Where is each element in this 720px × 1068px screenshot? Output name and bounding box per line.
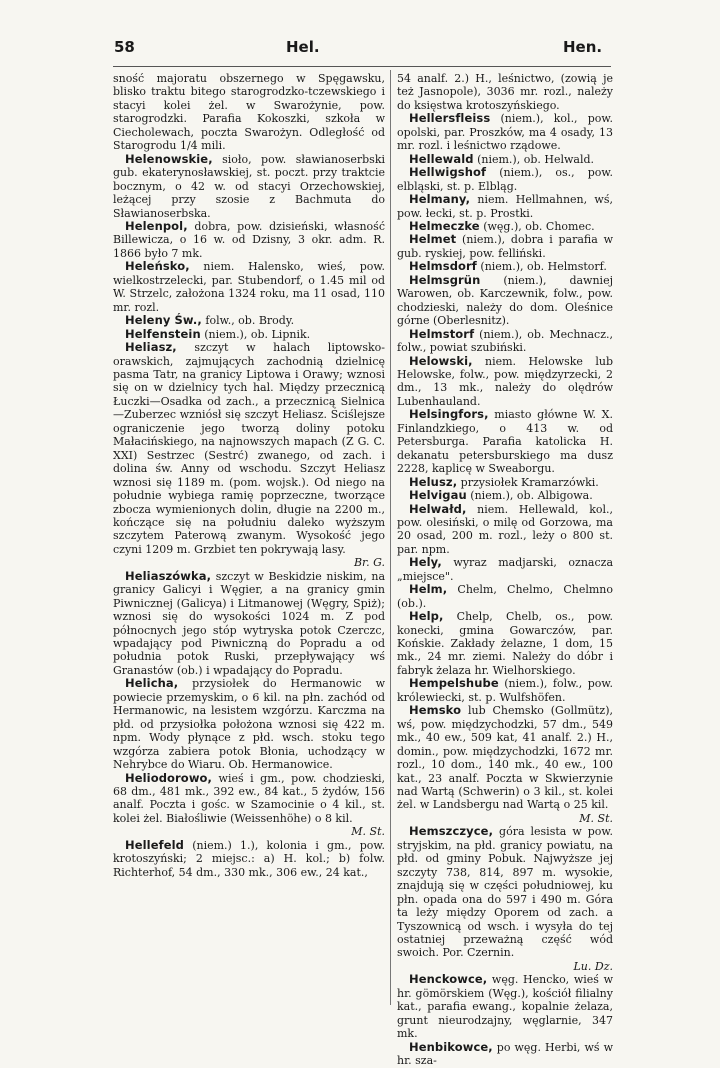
author-signature: Br. G.	[353, 556, 385, 570]
entry-text: (niem.), dawniej Warowen, ob. Karczewnik, folw., pow. chodzieski, należy do dom. Oleśnice górne (Oberlesnitz).	[397, 273, 613, 328]
entry-headword: Helmany,	[409, 192, 471, 207]
dictionary-entry	[397, 610, 613, 677]
entry-text: szczyt w Beskidzie niskim, na granicy Galicyi i Węgier, a na granicy gmin Piwnicznej (Galicya) i Litmanowej (Węgry, Spiż); wznosi się do wysokości 1024 m. Z pod północnych jego stóp wytryska potok Czerczc, wpadający pod Piwniczną do Popradu a od południa potok Ruski, przepływający wś Granastów (ob.) i wpadający do Popradu.	[113, 569, 385, 677]
entry-text: (niem.), os., pow. elbląski, st. p. Elbląg.	[397, 166, 613, 193]
dictionary-entry	[397, 1041, 613, 1068]
entry-headword: Helmstorf	[409, 326, 475, 341]
entry-headword: Hemsko	[409, 703, 462, 718]
author-signature: Lu. Dz.	[573, 959, 613, 973]
entry-text: (niem.) 1.), kolonia i gm., pow. krotoszyński; 2 miejsc.: a) H. kol.; b) folw. Richterhof, 54 dm., 330 mk., 306 ew., 24 kat.,	[113, 838, 385, 879]
dictionary-entry	[397, 476, 613, 489]
entry-text: (niem.), ob. Lipnik.	[200, 327, 311, 341]
entry-text: dobra, pow. dzisieński, własność Billewicza, o 16 w. od Dzisny, 3 okr. adm. R. 1866 było 7 mk.	[113, 219, 385, 260]
dictionary-entry	[397, 260, 613, 273]
dictionary-entry	[397, 973, 613, 1040]
entry-headword: Help,	[409, 609, 444, 624]
dictionary-entry	[113, 839, 385, 879]
entry-text: (niem.), kol., pow. opolski, par. Proszków, ma 4 osady, 13 mr. rozl. i leśnictwo rządowe.	[397, 112, 613, 153]
dictionary-entry	[397, 153, 613, 166]
entry-text: sność majoratu obszernego w Spęgawsku, blisko traktu bitego starogrodzko-tczewskiego i stacyi kolei żel. w Swarożynie, pow. starogrodzki. Parafia Kokoszki, szkoła w Ciecholewach, poczta Swarożyn. Odległość od Starogrodu 1/4 mili.	[113, 72, 385, 153]
entry-headword: Henckowce,	[409, 972, 488, 987]
dictionary-entry	[397, 408, 613, 475]
entry-headword: Hellefeld	[125, 837, 184, 852]
entry-text: wieś i gm., pow. chodzieski, 68 dm., 481 mk., 392 ew., 84 kat., 5 żydów, 156 analf. Poczta i gośc. w Szamocinie o 4 kil., st. kolei żel. Białośliwie (Weissenhöhe) o 8 kil.	[113, 771, 385, 825]
dictionary-entry	[397, 489, 613, 502]
entry-text: (niem.), ob. Albigowa.	[466, 489, 593, 503]
left-column	[113, 72, 385, 1007]
dictionary-entry	[397, 220, 613, 233]
entry-text: Chelm, Chelmo, Chelmno (ob.).	[397, 583, 613, 610]
dictionary-entry	[397, 193, 613, 220]
entry-headword: Heleny Św.,	[125, 313, 202, 328]
author-signature: M. St.	[351, 825, 385, 839]
entry-headword: Hemszczyce,	[409, 824, 494, 839]
dictionary-entry	[113, 570, 385, 678]
entry-headword: Helenpol,	[125, 218, 188, 233]
entry-text: folw., ob. Brody.	[201, 314, 295, 328]
entry-text: sioło, pow. sławianoserbski gub. ekaterynosławskiej, st. poczt. przy traktcie bocznym, o 42 w. od stacyi Orzechowskiej, leżącej przy szosie z Bachmuta do Sławianoserbska.	[113, 152, 385, 220]
entry-text: szczyt w halach liptowsko-orawskich, zajmujących zachodnią dzielnicę pasma Tatr, na granicy Liptowa i Orawy; wznosi się on w dzielnicy tych hal. Między przecznicą Łuczki—Osadka od zach., a przecznicą Sielnica—Zuberzec wzniósł się szczyt Heliasz. Ściślejsze ograniczenie jego tworzą doliny potoku Małacińskiego, na najnowszych mapach (Z G. C. XXI) Sestrzec (Sestrć) zwanego, od zach. i dolina św. Anny od wschodu. Szczyt Heliasz wznosi się 1189 m. (pom. wojsk.). Od niego na południe wybiega ramię poprzeczne, tworzące zbocza wymienionych dolin, długie na 2200 m., kończące się na południu daleko wyższym szczytem Paterową zwanym. Wysokość jego czyni 1209 m. Grzbiet ten pokrywają lasy.	[113, 341, 385, 556]
running-head-right: Hen.	[563, 38, 603, 56]
dictionary-entry	[113, 220, 385, 260]
dictionary-entry	[113, 772, 385, 839]
dictionary-entry	[113, 341, 385, 570]
dictionary-entry	[397, 825, 613, 973]
dictionary-entry	[113, 260, 385, 314]
column-divider	[390, 70, 391, 1005]
entry-headword: Heleńsko,	[125, 259, 190, 274]
dictionary-entry	[113, 72, 385, 153]
entry-headword: Helvigau	[409, 488, 467, 503]
entry-text: po węg. Herbi, wś w hr. sza-	[397, 1040, 613, 1068]
entry-text: niem. Helowske lub Helowske, folw., pow. międzyrzecki, 2 dm., 13 mk., należy do olędrów Lubenhauland.	[397, 354, 613, 408]
header-rule	[113, 66, 611, 67]
dictionary-entry	[113, 314, 385, 327]
entry-text: miasto główne W. X. Finlandzkiego, o 413 w. od Petersburga. Parafia katolicka H. dekanatu petersburskiego ma dusz 2228, kaplicę w Sweaborgu.	[397, 408, 613, 476]
entry-headword: Helmsgrün	[409, 272, 481, 287]
entry-headword: Helfenstein	[125, 326, 201, 341]
entry-headword: Hellersfleiss	[409, 111, 491, 126]
entry-text: góra lesista w pow. stryjskim, na płd. granicy powiatu, na płd. od gminy Pobuk. Najwyższe jej szczyty 738, 814, 897 m. wysokie, znajdują się w części południowej, ku płn. opada ona do 597 i 490 m. Góra ta leży między Oporem od zach. a Tyszownicą od wsch. i wysyła do tej ostatniej przeważną część wód swoich. Por. Czernin.	[397, 825, 613, 960]
entry-text: niem. Hellewald, kol., pow. olesiński, o milę od Gorzowa, ma 20 osad, 200 m. rozl., leży o 800 st. par. npm.	[397, 502, 613, 556]
entry-headword: Helowski,	[409, 353, 473, 368]
entry-headword: Hempelshube	[409, 676, 499, 691]
dictionary-entry	[397, 704, 613, 825]
entry-headword: Helmet	[409, 232, 457, 247]
dictionary-entry	[397, 503, 613, 557]
entry-headword: Heliasz,	[125, 340, 177, 355]
entry-headword: Helenowskie,	[125, 151, 213, 166]
running-header	[0, 38, 720, 60]
entry-headword: Helmeczke	[409, 218, 480, 233]
dictionary-entry	[397, 274, 613, 328]
entry-headword: Hellewald	[409, 151, 474, 166]
dictionary-entry	[113, 677, 385, 771]
entry-text: Chelp, Chelb, os., pow. konecki, gmina Gowarczów, par. Końskie. Zakłady żelazne, 1 dom, 15 mk., 24 mr. ziemi. Należy do dóbr i fabryk żelaza hr. Wielhorskiego.	[397, 610, 613, 677]
dictionary-entry	[397, 112, 613, 152]
author-signature: M. St.	[579, 811, 613, 825]
entry-text: niem. Halensko, wieś, pow. wielkostrzelecki, par. Stubendorf, o 1.45 mil od W. Strzelc, założona 1324 roku, ma 11 osad, 110 mr. rozl.	[113, 260, 385, 314]
entry-text: przysiołek do Hermanowic w powiecie przemyskim, o 6 kil. na płn. zachód od Hermanowic, na lesistem wzgórzu. Karczma na płd. od przysiołka położona wznosi się 422 m. npm. Wody płynące z płd. wsch. stoku tego wzgórza zabiera potok Błonia, uchodzący w Nehrybce do Wiaru. Ob. Hermanowice.	[113, 677, 385, 772]
dictionary-entry	[113, 328, 385, 341]
entry-text: niem. Hellmahnen, wś, pow. łecki, st. p. Prostki.	[397, 193, 613, 220]
entry-headword: Helwałd,	[409, 501, 467, 516]
entry-headword: Helusz,	[409, 474, 458, 489]
dictionary-entry	[397, 677, 613, 704]
entry-headword: Helsingfors,	[409, 407, 489, 422]
dictionary-entry	[397, 556, 613, 583]
entry-headword: Helmsdorf	[409, 259, 477, 274]
entry-text: 54 analf. 2.) H., leśnictwo, (zowią je też Jasnopole), 3036 mr. rozl., należy do księstwa krotoszyńskiego.	[397, 72, 613, 112]
entry-text: (niem.), dobra i parafia w gub. ryskiej, pow. felliński.	[397, 233, 613, 260]
entry-text: (niem.), ob. Helmstorf.	[476, 260, 607, 274]
running-head-left: Hel.	[286, 38, 320, 56]
dictionary-entry	[397, 72, 613, 112]
entry-headword: Heliaszówka,	[125, 568, 212, 583]
entry-text: (niem.), ob. Helwald.	[473, 152, 594, 166]
entry-text: (węg.), ob. Chomec.	[479, 219, 595, 233]
entry-text: węg. Hencko, wieś w hr. gömörskiem (Węg.), kościół filialny kat., parafia ewang., kopalnie żelaza, grunt nieurodzajny, węglarnie, 347 mk.	[397, 973, 613, 1041]
dictionary-entry	[397, 166, 613, 193]
entry-text: (niem.), ob. Mechnacz., folw., powiat szubiński.	[397, 327, 613, 355]
entry-text: wyraz madjarski, oznacza „miejsce".	[397, 556, 613, 583]
entry-text: (niem.), folw., pow. królewiecki, st. p. Wulfshöfen.	[397, 677, 613, 704]
dictionary-entry	[397, 583, 613, 610]
entry-headword: Henbikowce,	[409, 1039, 493, 1054]
entry-text: przysiołek Kramarzówki.	[457, 475, 599, 489]
dictionary-entry	[397, 233, 613, 260]
dictionary-entry	[113, 153, 385, 220]
entry-headword: Hellwigshof	[409, 165, 487, 180]
entry-headword: Helicha,	[125, 676, 179, 691]
dictionary-entry	[397, 355, 613, 409]
page-number: 58	[114, 38, 135, 56]
entry-headword: Hely,	[409, 555, 442, 570]
entry-headword: Heliodorowo,	[125, 770, 213, 785]
right-column	[397, 72, 613, 1068]
dictionary-entry	[397, 328, 613, 355]
entry-text: lub Chemsko (Gollmütz), wś, pow. międzychodzki, 57 dm., 549 mk., 40 ew., 509 kat, 41 analf. 2.) H., domin., pow. międzychodzki, 1672 mr. rozl., 10 dom., 140 mk., 40 ew., 100 kat., 23 analf. Poczta w Skwierzynie nad Wartą (Schwerin) o 3 kil., st. kolei żel. w Landsbergu nad Wartą o 25 kil.	[397, 704, 613, 812]
entry-headword: Helm,	[409, 582, 448, 597]
